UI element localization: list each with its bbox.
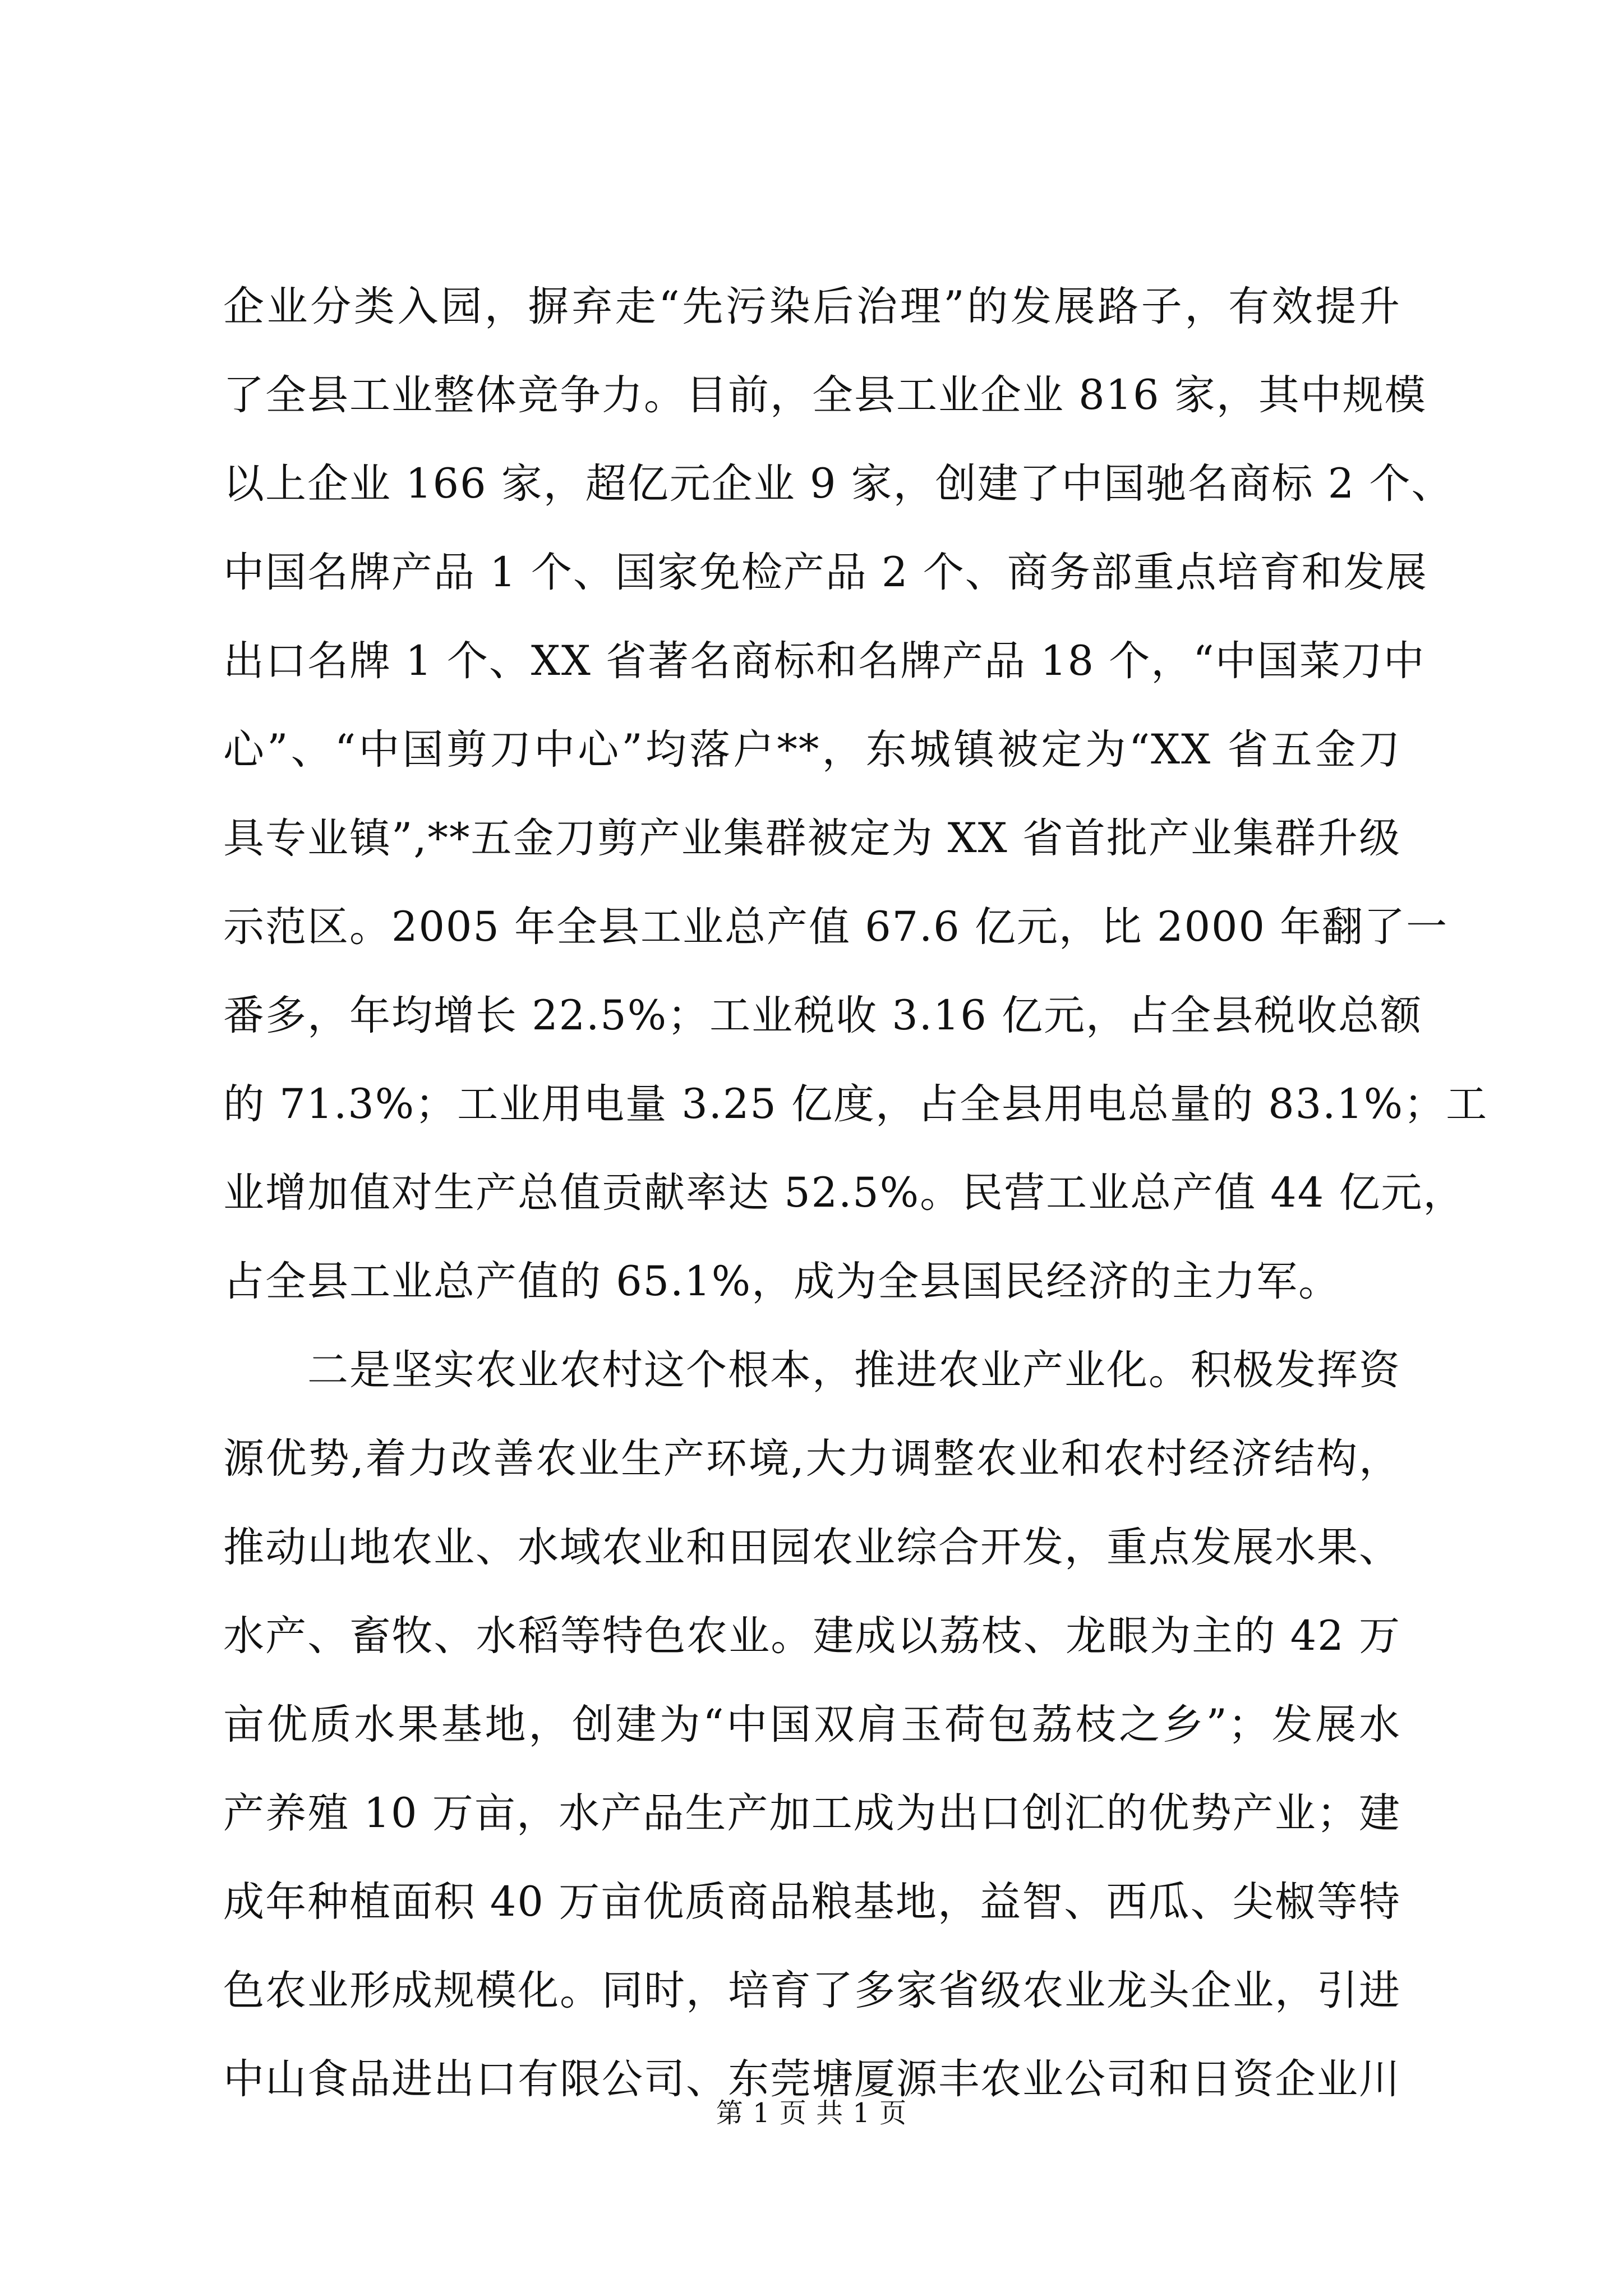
text-line: 产养殖 10 万亩，水产品生产加工成为出口创汇的优势产业；建 — [223, 1789, 1401, 1837]
text-line: 中国名牌产品 1 个、国家免检产品 2 个、商务部重点培育和发展 — [223, 549, 1428, 596]
text-line: 心”、“中国剪刀中心”均落户**，东城镇被定为“XX 省五金刀 — [223, 726, 1401, 774]
page-number-footer: 第 1 页 共 1 页 — [716, 2097, 907, 2129]
text-line: 水产、畜牧、水稻等特色农业。建成以荔枝、龙眼为主的 42 万 — [223, 1612, 1401, 1660]
text-line: 占全县工业总产值的 65.1%，成为全县国民经济的主力军。 — [223, 1258, 1341, 1305]
text-line: 成年种植面积 40 万亩优质商品粮基地，益智、西瓜、尖椒等特 — [223, 1878, 1401, 1926]
text-line: 源优势,着力改善农业生产环境,大力调整农业和农村经济结构， — [223, 1435, 1401, 1483]
text-line: 企业分类入园，摒弃走“先污染后治理”的发展路子，有效提升 — [223, 283, 1401, 330]
text-line: 具专业镇”,**五金刀剪产业集群被定为 XX 省首批产业集群升级 — [223, 815, 1401, 862]
text-line: 业增加值对生产总值贡献率达 52.5%。民营工业总产值 44 亿元， — [223, 1169, 1465, 1217]
text-line: 色农业形成规模化。同时，培育了多家省级农业龙头企业，引进 — [223, 1967, 1401, 2014]
text-line: 示范区。2005 年全县工业总产值 67.6 亿元，比 2000 年翻了一 — [223, 903, 1449, 951]
text-line: 的 71.3%；工业用电量 3.25 亿度，占全县用电总量的 83.1%；工 — [223, 1080, 1488, 1128]
document-body — [223, 263, 1488, 2124]
text-line: 了全县工业整体竞争力。目前，全县工业企业 816 家，其中规模 — [223, 371, 1427, 419]
text-line: 亩优质水果基地，创建为“中国双肩玉荷包荔枝之乡”；发展水 — [223, 1701, 1401, 1749]
text-line: 推动山地农业、水域农业和田园农业综合开发，重点发展水果、 — [223, 1524, 1401, 1571]
text-line: 出口名牌 1 个、XX 省著名商标和名牌产品 18 个，“中国菜刀中 — [223, 637, 1426, 685]
text-line: 中山食品进出口有限公司、东莞塘厦源丰农业公司和日资企业川 — [223, 2055, 1401, 2103]
text-line: 以上企业 166 家，超亿元企业 9 家，创建了中国驰名商标 2 个、 — [223, 460, 1454, 508]
paragraph-first-line: 二是坚实农业农村这个根本，推进农业产业化。积极发挥资 — [307, 1346, 1401, 1394]
text-line: 番多，年均增长 22.5%；工业税收 3.16 亿元，占全县税收总额 — [223, 992, 1423, 1039]
